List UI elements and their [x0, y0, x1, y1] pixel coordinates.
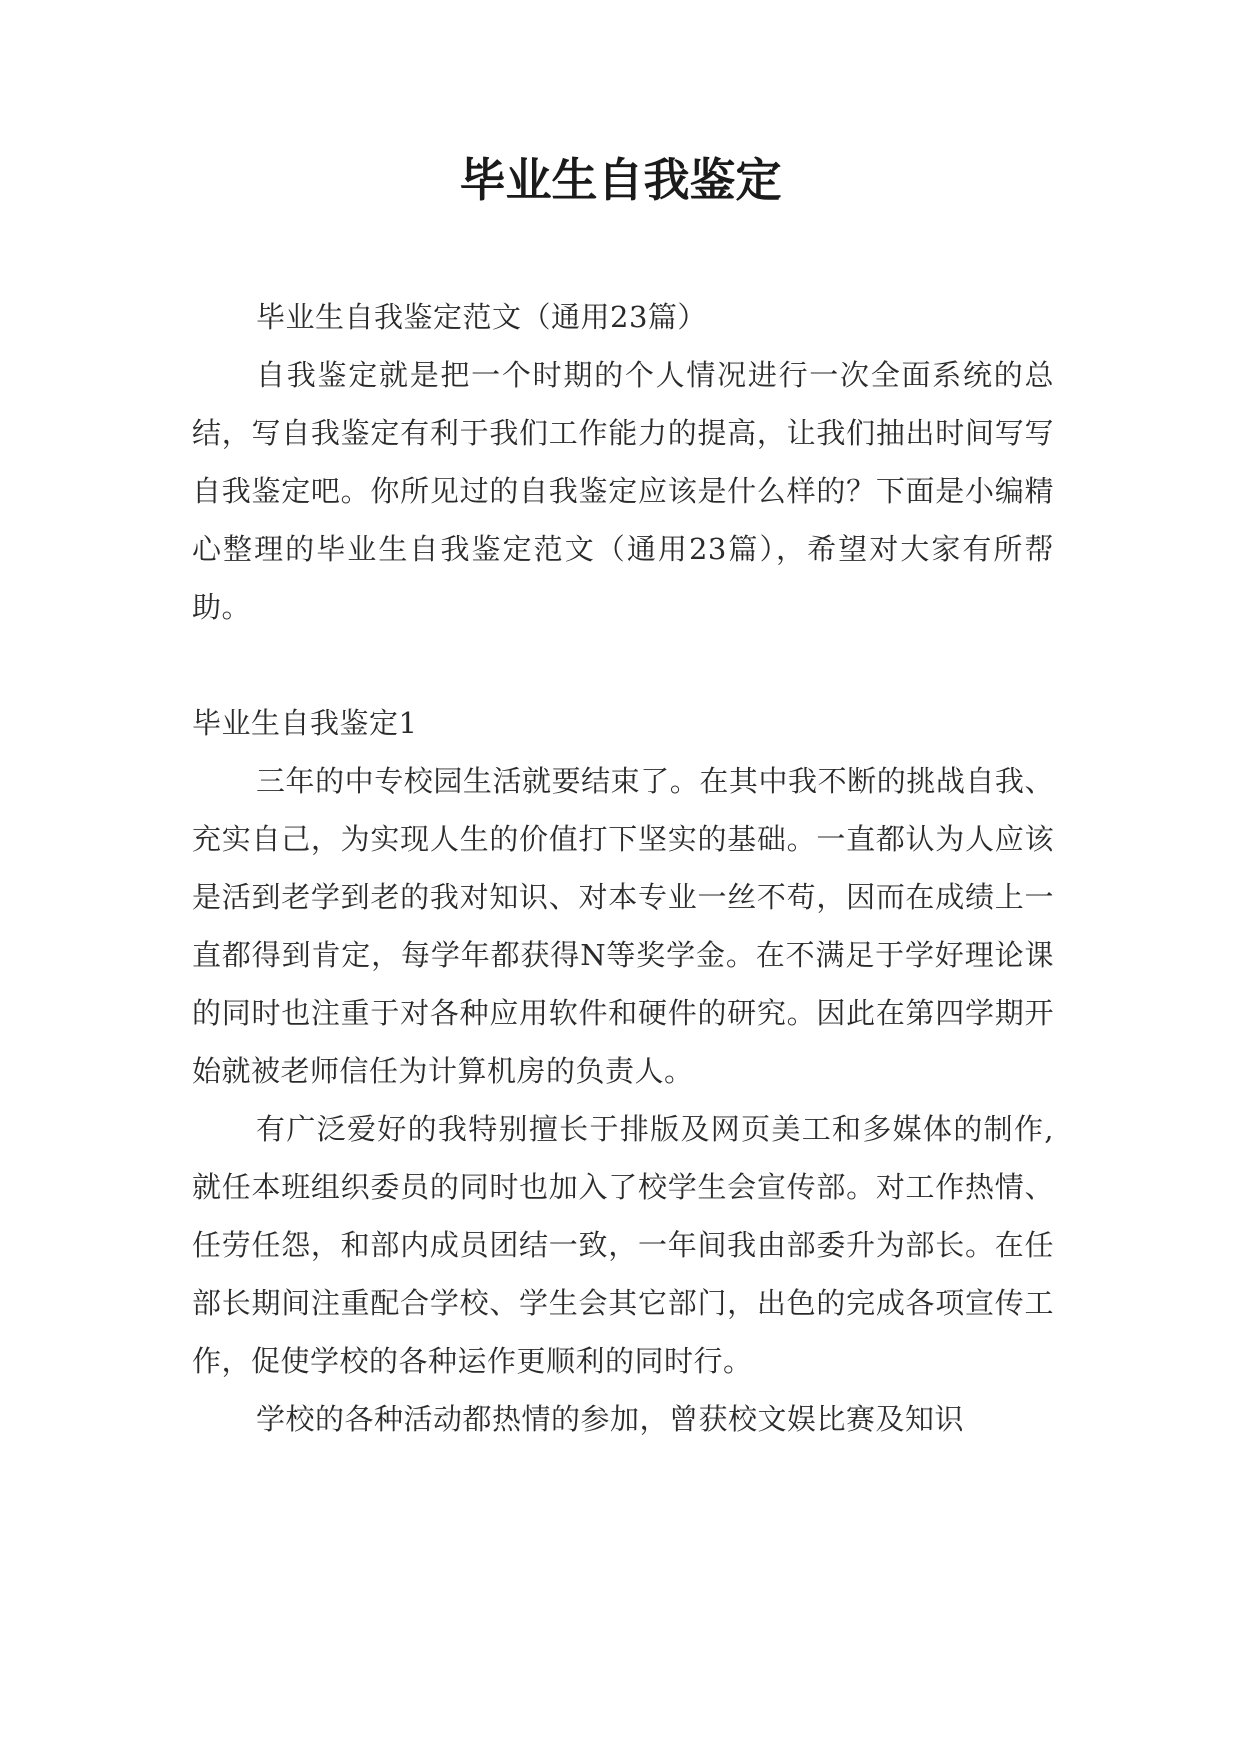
body-paragraph: 学校的各种活动都热情的参加，曾获校文娱比赛及知识 [256, 1402, 965, 1436]
document-title: 毕业生自我鉴定 [459, 153, 782, 207]
document-subtitle: 毕业生自我鉴定范文（通用23篇） [256, 300, 707, 334]
intro-paragraph: 自我鉴定就是把一个时期的个人情况进行一次全面系统的总结，写自我鉴定有利于我们工作能力的提高，让我们抽出时间写写自我鉴定吧。你所见过的自我鉴定应该是什么样的？下面是小编精心整理的毕业生自我鉴定范文（通用23篇），希望对大家有所帮助。 [192, 358, 1054, 624]
section-heading: 毕业生自我鉴定1 [192, 706, 418, 740]
document-body [192, 288, 1054, 1448]
section-gap [192, 636, 1054, 694]
body-paragraph: 有广泛爱好的我特别擅长于排版及网页美工和多媒体的制作,就任本班组织委员的同时也加入了校学生会宣传部。对工作热情、任劳任怨，和部内成员团结一致，一年间我由部委升为部长。在任部长期间注重配合学校、学生会其它部门，出色的完成各项宣传工作，促使学校的各种运作更顺利的同时行。 [192, 1112, 1054, 1378]
body-paragraph: 三年的中专校园生活就要结束了。在其中我不断的挑战自我、充实自己，为实现人生的价值打下坚实的基础。一直都认为人应该是活到老学到老的我对知识、对本专业一丝不苟，因而在成绩上一直都得到肯定，每学年都获得N等奖学金。在不满足于学好理论课的同时也注重于对各种应用软件和硬件的研究。因此在第四学期开始就被老师信任为计算机房的负责人。 [192, 764, 1054, 1088]
